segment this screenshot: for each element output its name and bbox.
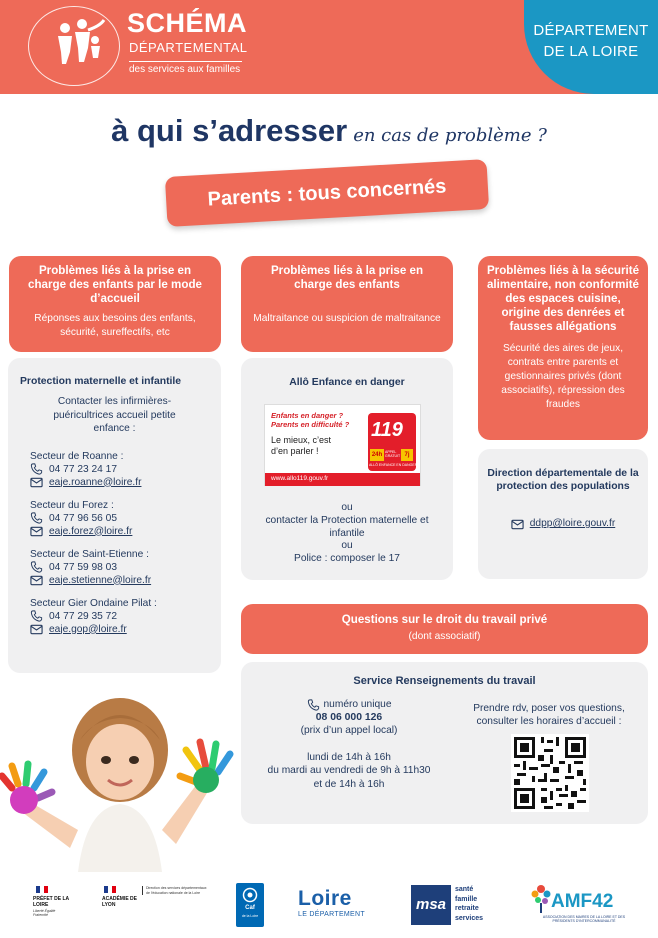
caf-text: Caf <box>245 905 255 911</box>
work-phone-label: numéro unique <box>323 699 392 710</box>
col3-email-row <box>486 517 640 530</box>
msa-word-4: services <box>455 914 484 922</box>
col2-orange-box <box>241 256 453 352</box>
col2-or1: ou <box>341 502 353 513</box>
sector-block <box>20 450 209 489</box>
footer-logos <box>0 873 658 938</box>
sector-block <box>20 597 209 636</box>
col3-heading: Problèmes liés à la sécurité alimentaire, non conformité des espaces cuisine, origine des denrées et fausses allégations <box>486 264 640 333</box>
work-phone-note: (prix d’un appel local) <box>300 725 398 736</box>
poster-line1: Enfants en danger ? <box>271 411 344 420</box>
col1-service: Protection maternelle et infantile <box>20 376 182 387</box>
poster-line2: Parents en difficulté ? <box>271 420 350 429</box>
loire-sub: LE DÉPARTEMENT <box>298 911 365 918</box>
french-flag-icon-2 <box>104 886 116 893</box>
col3-email-link[interactable]: ddpp@loire.gouv.fr <box>529 518 616 529</box>
phone-icon <box>30 561 43 573</box>
msa-word-2: famille <box>455 895 478 903</box>
phone-icon <box>30 610 43 622</box>
email-icon <box>30 623 43 635</box>
poster-badge3: APPEL GRATUIT <box>385 450 401 458</box>
msa-word-1: santé <box>455 886 474 893</box>
sector-email[interactable]: eaje.stetienne@loire.fr <box>49 574 152 586</box>
col3-grey-box <box>478 449 648 579</box>
allo119-poster <box>264 404 421 486</box>
msa-word-3: retraite <box>455 905 479 913</box>
qr-code[interactable] <box>511 734 589 812</box>
work-phone-label-row <box>254 698 444 711</box>
title-script: en cas de problème ? <box>353 125 547 146</box>
poster-url: www.allo119.gouv.fr <box>271 475 329 482</box>
sector-phone[interactable]: 04 77 23 24 17 <box>49 463 117 475</box>
academie-desc: Direction des services départementaux de l’éducation nationale de la Loire <box>142 886 210 895</box>
french-flag-icon <box>36 886 48 893</box>
poster-line3: Le mieux, c’est <box>271 435 332 445</box>
col1-grey-box <box>8 358 221 673</box>
col1-intro: Contacter les infirmières-puéricultrices accueil petite enfance : <box>53 396 176 434</box>
sector-email-row <box>30 476 209 489</box>
sector-email-row <box>30 623 209 636</box>
sector-phone[interactable]: 04 77 96 56 05 <box>49 512 117 524</box>
col3-orange-box <box>478 256 648 440</box>
sector-phone-row <box>30 610 209 623</box>
sector-phone[interactable]: 04 77 29 35 72 <box>49 610 117 622</box>
child-photo <box>0 680 235 872</box>
sector-name: Secteur de Roanne : <box>30 450 124 462</box>
email-icon <box>30 476 43 488</box>
family-icon <box>48 18 108 68</box>
col1-orange-box <box>9 256 221 352</box>
col3-desc: Sécurité des aires de jeux, contrats entre parents et gestionnaires privés (dont associatifs), répression des fraudes <box>501 343 625 410</box>
sector-email-row <box>30 525 209 538</box>
work-heading: Questions sur le droit du travail privé <box>341 613 548 626</box>
sector-email[interactable]: eaje.forez@loire.fr <box>49 525 133 537</box>
col2-alternatives <box>241 502 453 566</box>
poster-badge1: 24h <box>370 449 384 461</box>
amf-logo: AMF42 <box>551 891 614 912</box>
poster-footer: ALLÔ ENFANCE EN DANGER <box>369 463 418 467</box>
work-phone[interactable]: 08 06 000 126 <box>315 712 383 723</box>
page-title <box>0 113 658 149</box>
sector-name: Secteur de Saint-Etienne : <box>30 548 149 560</box>
phone-icon <box>30 463 43 475</box>
work-orange-box <box>241 604 648 654</box>
poster-line4: d’en parler ! <box>271 446 319 456</box>
msa-logo: msa <box>411 885 451 925</box>
col2-alt2: Police : composer le 17 <box>294 553 400 565</box>
email-icon <box>511 518 524 530</box>
sector-block <box>20 499 209 538</box>
work-hours1: lundi de 14h à 16h <box>307 751 391 763</box>
work-hours2: du mardi au vendredi de 9h à 11h30 <box>267 765 431 776</box>
caf-sub: de la Loire <box>241 914 259 918</box>
sector-phone[interactable]: 04 77 59 98 03 <box>49 561 117 573</box>
col3-service: Direction départementale de la protection des populations <box>487 468 639 492</box>
logo-tagline: des services aux familles <box>129 61 242 75</box>
msa-words <box>455 885 483 923</box>
sector-block <box>20 548 209 587</box>
amf-tree-icon <box>530 883 552 913</box>
loire-logo: Loire <box>298 887 352 910</box>
sector-name: Secteur du Forez : <box>30 499 114 511</box>
col2-service: Allô Enfance en danger <box>289 377 405 388</box>
phone-icon <box>30 512 43 524</box>
amf-sub: ASSOCIATION DES MAIRES DE LA LOIRE ET DES PRÉSIDENTS D’INTERCOMMUNALITÉ <box>542 915 626 924</box>
poster-badge2: 7j <box>401 449 413 461</box>
dept-line2: DE LA LOIRE <box>543 43 639 60</box>
academie-logo: ACADÉMIE DE LYON <box>102 896 138 908</box>
phone-icon <box>307 699 320 711</box>
work-rdv: Prendre rdv, poser vos questions, consulter les horaires d’accueil : <box>473 703 625 727</box>
col2-heading: Problèmes liés à la prise en charge des enfants <box>270 264 424 291</box>
poster-number: 119 <box>371 419 403 441</box>
sector-email[interactable]: eaje.roanne@loire.fr <box>49 476 142 488</box>
sector-phone-row <box>30 463 209 476</box>
sector-phone-row <box>30 512 209 525</box>
sector-email-row <box>30 574 209 587</box>
parents-banner: Parents : tous concernés <box>165 159 489 227</box>
work-contact <box>254 698 444 791</box>
work-sub: (dont associatif) <box>408 631 481 642</box>
email-icon <box>30 525 43 537</box>
logo-title: SCHÉMA <box>127 8 248 38</box>
sector-name: Secteur Gier Ondaine Pilat : <box>30 597 157 609</box>
sector-phone-row <box>30 561 209 574</box>
title-main: à qui s’adresser <box>111 113 348 148</box>
col2-alt1: contacter la Protection maternelle et infantile <box>265 514 429 539</box>
prefet-logo: PRÉFET DE LA LOIRE <box>33 896 69 908</box>
caf-emblem-icon <box>241 887 259 903</box>
work-hours3: et de 14h à 16h <box>313 778 385 790</box>
col2-or2: ou <box>341 540 353 552</box>
prefet-motto: Liberté Égalité Fraternité <box>33 909 56 917</box>
col1-desc: Réponses aux besoins des enfants, sécurité, sureffectifs, etc <box>34 313 196 338</box>
dept-line1: DÉPARTEMENT <box>533 22 649 39</box>
logo-subtitle: DÉPARTEMENTAL <box>129 40 248 55</box>
email-icon <box>30 574 43 586</box>
col2-desc: Maltraitance ou suspicion de maltraitance <box>253 313 441 324</box>
sector-email[interactable]: eaje.gop@loire.fr <box>49 623 127 635</box>
col1-heading: Problèmes liés à la prise en charge des enfants par le mode d’accueil <box>28 264 202 305</box>
work-service: Service Renseignements du travail <box>353 675 536 687</box>
